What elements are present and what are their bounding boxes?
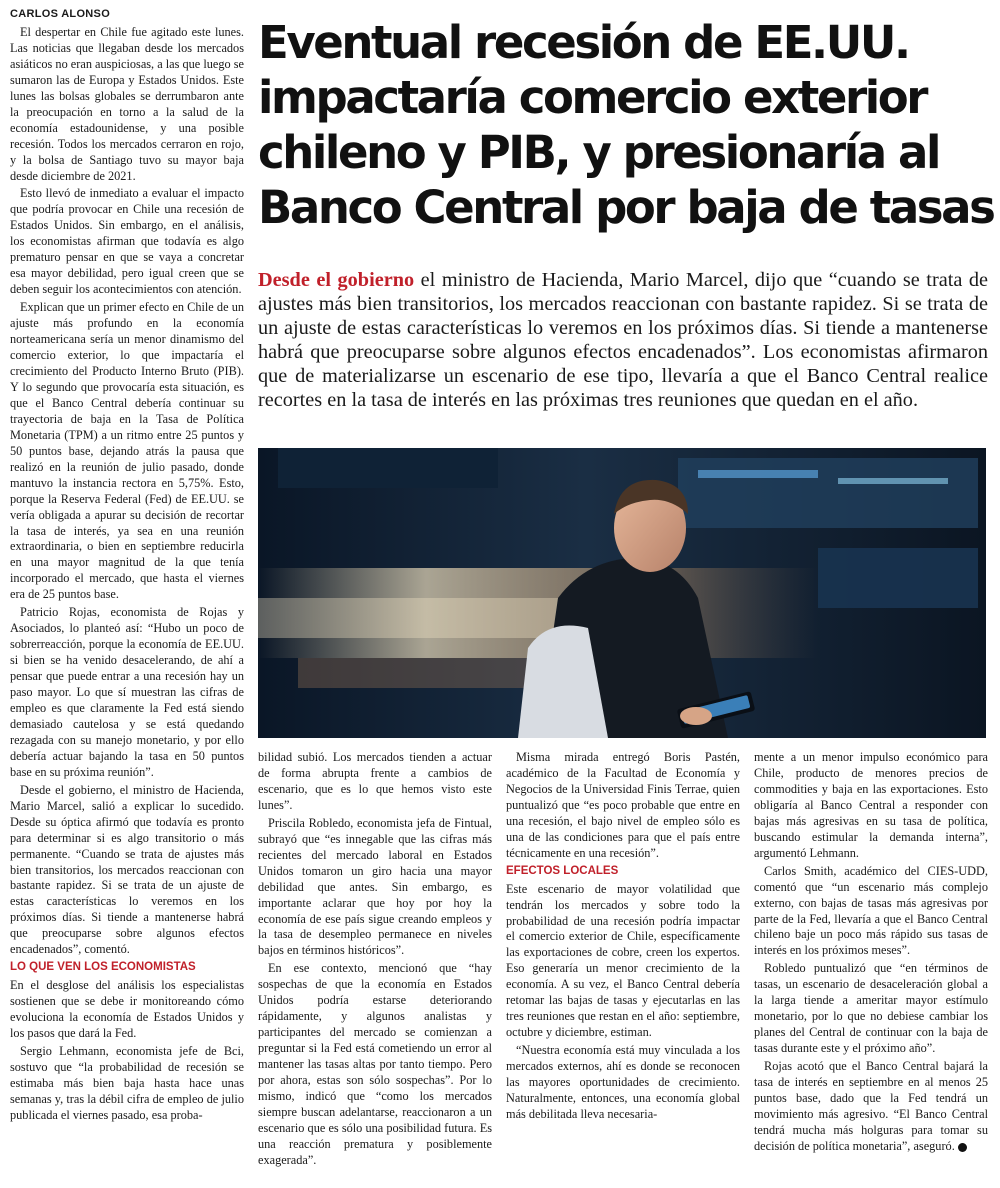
col1-paragraph: Explican que un primer efecto en Chile de un ajuste más profundo en la economía norteamericana sería un menor dinamismo del comercio exterior, lo que impactaría el crecimiento del Producto Interno Bruto (PIB). Y lo segundo que provocaría esta situación, es que el Banco Central debería continuar su trayectoria de baja en la Tasa de Política Monetaria (TPM) a un ritmo entre 25 puntos y 50 puntos base, dejando atrás la pausa que realizó en la reunión de julio pasado, donde mantuvo la instancia rectora en 5,75%. Esto, porque la Reserva Federal (Fed) de EE.UU. se vería obligada a apurar su decisión de recortar la tasa de interés, ya sea en una reunión extraordinaria, o bien en septiembre reducirla en una mayor magnitud de la que tenía incorporado el mercado, que hasta el viernes era de 25 puntos base.: [10, 300, 244, 602]
col1-paragraph: El despertar en Chile fue agitado este lunes. Las noticias que llegaban desde los mercados asiáticos no eran auspiciosas, a las que luego se sumaron las de Europa y Estados Unidos. Este lunes las bolsas globales se derrumbaron ante la preocupación en torno a la salud de la economía estadounidense, y una posible recesión. Todos los mercados cerraron en rojo, y la bolsa de Santiago tuvo su mayor baja desde diciembre de 2021.: [10, 24, 244, 183]
deck: [258, 268, 988, 412]
col2-paragraph: bilidad subió. Los mercados tienden a actuar de forma abrupta frente a cambios de escenario, que es lo que hemos visto este lunes”.: [258, 750, 492, 812]
article-column-4: [754, 750, 988, 1157]
col2-paragraph: Priscila Robledo, economista jefa de Fintual, subrayó que “es innegable que las cifras más recientes del mercado laboral en Estados Unidos tomaron un giro hacia una mayor debilidad que antes. Sin embargo, es importante aclarar que hoy por hoy la economía de ese país sigue creando empleos y la tasa de desempleo permanece en niveles bajos en términos históricos”.: [258, 815, 492, 958]
col4-paragraph: [754, 1059, 988, 1155]
article-column-2: [258, 750, 492, 1171]
col3-paragraph: Este escenario de mayor volatilidad que tendrán los mercados y sobre todo la probabilidad de una recesión podría impactar el comercio exterior de Chile, específicamente las exportaciones de cobre, creen los expertos. Eso generaría un menor crecimiento de la economía. A su vez, el Banco Central debería retomar las bajas de tasas y ejecutarlas en las tres reuniones que restan en el año: septiembre, octubre y diciembre, estiman.: [506, 881, 740, 1040]
col4-paragraph: Robledo puntualizó que “en términos de tasas, un escenario de desaceleración global a la larga tiende a ameritar mayor estímulo monetario, por lo que no debiese cambiar los planes del Central de continuar con la baja de tasas durante este y el próximo año”.: [754, 961, 988, 1056]
col4-last-text: Rojas acotó que el Banco Central bajará la tasa de interés en septiembre en al menos 25 puntos base, dado que la Fed tendrá un movimiento más agresivo. “El Banco Central tendrá mucha más holguras para tomar su decisión de política monetaria”, aseguró.: [754, 1059, 988, 1153]
col3-paragraph: Misma mirada entregó Boris Pastén, académico de la Facultad de Economía y Negocios de la Universidad Finis Terrae, quien puntualizó que “es poco probable que entre en una recesión, el bajo nivel de empleo sólo es una de las condiciones para que el país entre técnicamente en una recesión”.: [506, 750, 740, 860]
col4-paragraph: mente a un menor impulso económico para Chile, producto de menores precios de commodities y baja en las exportaciones. Esto obligaría al Banco Central a responder con bajas más agresivas en su tasa de política, buscando estimular la demanda interna”, argumentó Lehmann.: [754, 750, 988, 860]
col1-paragraph: Esto llevó de inmediato a evaluar el impacto que podría provocar en Chile una recesión de Estados Unidos. Sin embargo, en el análisis, los economistas afirman que todavía es algo prematuro pensar en que se vaya a concretar esa mayor debilidad, pero igual creen que se deben seguir los acontecimientos con atención.: [10, 186, 244, 297]
subhead-economists: LO QUE VEN LOS ECONOMISTAS: [10, 961, 196, 974]
article-column-3: [506, 750, 740, 1125]
article-column-1: [10, 7, 244, 1126]
headline: Eventual recesión de EE.UU. impactaría comercio exterior chileno y PIB, y presionaría al Banco Central por baja de tasas: [258, 16, 994, 234]
byline: CARLOS ALONSO: [10, 8, 111, 20]
col1-paragraph: Patricio Rojas, economista de Rojas y Asociados, lo planteó así: “Hubo un poco de sobrerreacción, porque la economía de EE.UU. si bien se ha venido desacelerando, de ahí a pensar que puede entrar a una recesión hay un paso mayor. Lo que sí muestran las cifras de empleo es que claramente la Fed está siendo demasiado cautelosa y se está quedando rezagada con su manejo monetario, y por ello debería actuar bajando la tasa en 50 puntos base en su próxima reunión”.: [10, 605, 244, 779]
article-photo: [258, 448, 986, 738]
trader-photo-illustration: [258, 448, 986, 738]
col1-paragraph: En el desglose del análisis los especialistas sostienen que se debe ir monitoreando cómo evoluciona la economía de Estados Unidos y los pasos que dará la Fed.: [10, 978, 244, 1041]
col1-paragraph: Sergio Lehmann, economista jefe de Bci, sostuvo que “la probabilidad de recesión se estimaba más bien baja hasta hace unas semanas y, tras la débil cifra de empleo de julio publicada el viernes pasado, esa proba-: [10, 1044, 244, 1122]
col4-paragraph: Carlos Smith, académico del CIES-UDD, comentó que “un escenario más complejo externo, con bajas de tasas más agresivas por parte de la Fed, llevaría a que el Banco Central chileno baje un poco más rápido sus tasas de interés en los próximos meses”.: [754, 863, 988, 958]
end-mark-icon: [958, 1143, 967, 1152]
deck-text: el ministro de Hacienda, Mario Marcel, dijo que “cuando se trata de ajustes más bien transitorios, los mercados reaccionan con bastante rapidez. Si se trata de un ajuste de estas características lo veremos en los próximos días. Si tiende a mantenerse habrá que preocuparse sobre algunos efectos encadenados”. Los economistas afirmaron que de materializarse un escenario de ese tipo, llevaría a que el Banco Central realice recortes en la tasa de interés en las próximas tres reuniones que quedan en el año.: [258, 269, 989, 411]
col1-paragraph: Desde el gobierno, el ministro de Hacienda, Mario Marcel, salió a explicar lo sucedido. Desde su óptica afirmó que todavía es pronto para determinar si es algo transitorio o más permanente. “Cuando se trata de ajustes más bien transitorios, los mercados reaccionan con bastante rapidez. Si se trata de un ajuste de estas características lo veremos en los próximos días. Si tiende a mantenerse habrá que preocuparse sobre algunos efectos encadenados”, comentó.: [10, 782, 244, 957]
col2-paragraph: En ese contexto, mencionó que “hay sospechas de que la economía en Estados Unidos podría estarse deteriorando rápidamente, y algunos analistas y participantes del mercado se comienzan a preguntar si la Fed está cometiendo un error al mantener las tasas altas por tanto tiempo. Pero por ahora, estas son sólo sospechas”. Por lo mismo, indicó que “como los mercados siempre buscan adelantarse, reaccionaron a un escenario que es sólo una posibilidad futura. Es una reacción prematura y posiblemente exagerada”.: [258, 961, 492, 1167]
deck-lead: Desde el gobierno: [258, 269, 415, 291]
subhead-local-effects: EFECTOS LOCALES: [506, 864, 619, 877]
col3-paragraph: “Nuestra economía está muy vinculada a los mercados externos, ahí es donde se reconocen las mayores oportunidades de crecimiento. Naturalmente, entonces, una economía global más debilitada lleva necesaria-: [506, 1043, 740, 1121]
